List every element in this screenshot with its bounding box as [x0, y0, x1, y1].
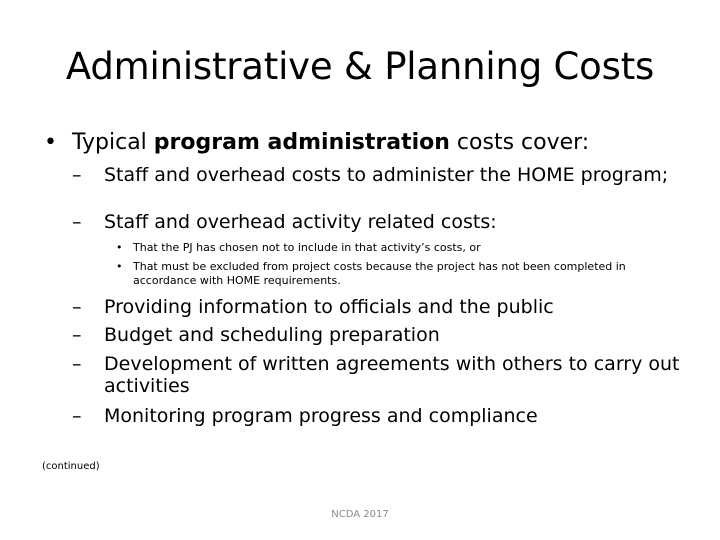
dash-icon: – [72, 405, 82, 427]
sub-sub-bullet-text: That must be excluded from project costs because the project has not been completed in accordance with HOME requirements. [133, 260, 626, 287]
bullet-icon: • [44, 130, 57, 155]
sub-bullet-text: Monitoring program progress and compliance [104, 405, 538, 427]
slide-title: Administrative & Planning Costs [65, 45, 655, 88]
sub-bullet-text: Providing information to officials and the public [104, 296, 554, 318]
sub-bullet [72, 296, 682, 318]
sub-bullet-text: Staff and overhead activity related costs: [104, 211, 497, 233]
dash-icon: – [72, 164, 82, 186]
sub-sub-bullet [116, 260, 646, 288]
dash-icon: – [72, 353, 82, 375]
bullet-text-bold: program administration [153, 130, 450, 155]
dash-icon: – [72, 211, 82, 233]
sub-bullet-text: Budget and scheduling preparation [104, 324, 440, 346]
sub-bullet [72, 164, 682, 186]
sub-bullet-text: Staff and overhead costs to administer the HOME program; [104, 164, 669, 186]
sub-sub-bullet [116, 241, 646, 255]
bullet-text-prefix: Typical [72, 130, 154, 155]
bullet-icon: • [116, 260, 123, 273]
sub-bullet-text: Development of written agreements with others to carry out activities [104, 353, 680, 397]
footer: NCDA 2017 [331, 509, 389, 520]
sub-sub-bullet-text: That the PJ has chosen not to include in that activity’s costs, or [133, 241, 481, 254]
sub-bullet [72, 353, 682, 397]
dash-icon: – [72, 296, 82, 318]
sub-bullet [72, 211, 682, 233]
sub-bullet [72, 405, 682, 427]
bullet-icon: • [116, 241, 123, 254]
bullet-program-administration [44, 130, 694, 156]
continued-note: (continued) [42, 461, 100, 472]
sub-bullet [72, 324, 682, 346]
bullet-text-suffix: costs cover: [449, 130, 590, 155]
dash-icon: – [72, 324, 82, 346]
